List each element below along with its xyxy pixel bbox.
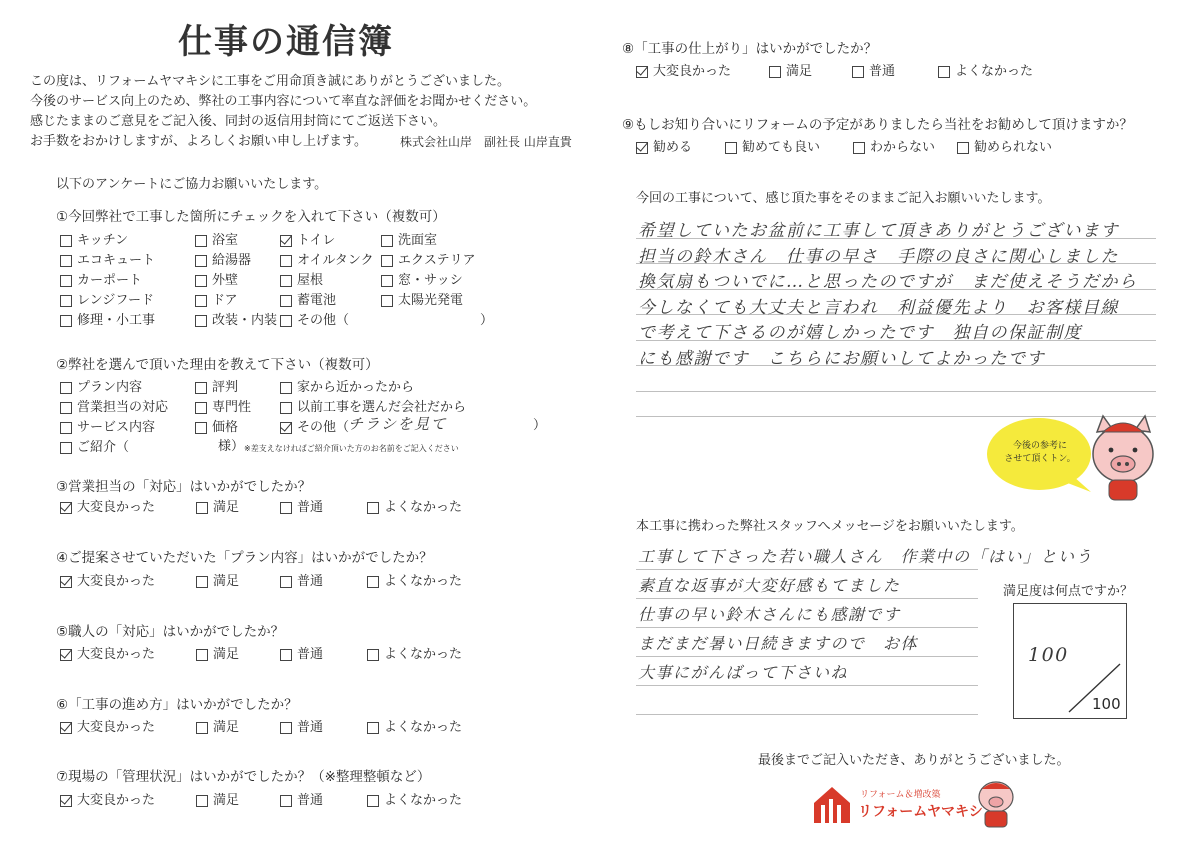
q2-option-7-checkbox[interactable]	[60, 422, 72, 434]
q5-option-3[interactable]	[280, 647, 323, 663]
staff-message-line: 素直な返事が大変好感もてました	[638, 576, 901, 595]
comment-line: 今しなくても大丈夫と言われ 利益優先より お客様目線	[638, 297, 1119, 318]
q1-option-3-label: トイレ	[297, 233, 336, 248]
q1-option-17-checkbox[interactable]	[60, 315, 72, 327]
q4-option-1[interactable]	[60, 574, 155, 590]
q2-option-5[interactable]	[195, 400, 251, 416]
intro-line-2: 今後のサービス向上のため、弊社の工事内容について率直な評価をお聞かせください。	[30, 94, 537, 109]
q2-option-10[interactable]	[60, 440, 129, 456]
company-logo-icon	[812, 785, 852, 825]
q2-option-1[interactable]	[60, 380, 142, 396]
q8-option-3-label: 普通	[869, 64, 896, 79]
q5-label: ⑤職人の「対応」はいかがでしたか？	[56, 624, 285, 640]
q5-option-3-label: 普通	[297, 647, 324, 662]
q3-label: ③営業担当の「対応」はいかがでしたか？	[56, 479, 312, 495]
q1-option-2-checkbox[interactable]	[195, 235, 207, 247]
q1-option-1[interactable]	[60, 233, 128, 249]
q1-option-19[interactable]	[280, 313, 349, 329]
q1-option-4[interactable]	[381, 233, 437, 249]
q2-option-9-label: その他（	[297, 420, 350, 435]
q2-option-2[interactable]	[195, 380, 238, 396]
q4-option-1-label: 大変良かった	[77, 574, 156, 589]
q6-option-3[interactable]	[280, 720, 323, 736]
q8-option-2-checkbox[interactable]	[769, 66, 781, 78]
q1-option-6-label: 給湯器	[212, 253, 252, 268]
q5-option-1[interactable]	[60, 647, 155, 663]
q1-option-3-checkbox[interactable]	[280, 235, 292, 247]
q8-option-2-label: 満足	[786, 64, 813, 79]
q6-option-4-checkbox[interactable]	[367, 722, 379, 734]
q7-option-2[interactable]	[196, 793, 239, 809]
closing-thanks: 最後までご記入いただき、ありがとうございました。	[758, 753, 1070, 768]
q1-option-11-checkbox[interactable]	[280, 275, 292, 287]
comment-line: で考えて下さるのが嬉しかったです 独自の保証制度	[638, 323, 1082, 343]
staff-message-line: 仕事の早い鈴木さんにも感謝です	[638, 605, 901, 624]
q1-option-14-label: ドア	[212, 293, 238, 308]
q8-option-2[interactable]	[769, 64, 812, 80]
q1-option-9-checkbox[interactable]	[60, 275, 72, 287]
satisfaction-box[interactable]	[1013, 603, 1127, 719]
q9-option-2[interactable]	[725, 140, 820, 156]
q6-option-2-checkbox[interactable]	[196, 722, 208, 734]
logo-mascot-icon	[972, 777, 1020, 829]
q7-option-1-label: 大変良かった	[77, 793, 156, 808]
q2-option-7[interactable]	[60, 420, 155, 436]
comment-rule	[636, 365, 1156, 392]
q9-label: ⑨もしお知り合いにリフォームの予定がありましたら当社をお勧めして頂けますか？	[622, 117, 1133, 133]
q8-option-1-label: 大変良かった	[653, 64, 732, 79]
q2-referral-suffix: 様）	[218, 439, 245, 454]
q2-label: ②弊社を選んで頂いた理由を教えて下さい（複数可）	[56, 357, 379, 373]
q1-option-13[interactable]	[60, 293, 154, 309]
q9-option-1-label: 勧める	[653, 140, 693, 155]
intro-line-3: 感じたままのご意見をご記入後、同封の返信用封筒にてご返送下さい。	[30, 114, 447, 129]
q1-option-5-checkbox[interactable]	[60, 255, 72, 267]
q2-option-3-label: 家から近かったから	[297, 380, 415, 395]
survey-lead: 以下のアンケートにご協力お願いいたします。	[56, 177, 328, 192]
q5-option-4-label: よくなかった	[384, 647, 463, 662]
q1-option-10[interactable]	[195, 273, 238, 289]
q6-option-3-label: 普通	[297, 720, 324, 735]
q4-option-4-label: よくなかった	[384, 574, 463, 589]
q1-option-12-checkbox[interactable]	[381, 275, 393, 287]
q6-option-3-checkbox[interactable]	[280, 722, 292, 734]
staff-message-label: 本工事に携わった弊社スタッフへメッセージをお願いいたします。	[636, 519, 1024, 534]
q3-option-1-checkbox[interactable]	[60, 502, 72, 514]
q5-option-2[interactable]	[196, 647, 239, 663]
q1-option-10-label: 外壁	[212, 273, 239, 288]
q7-option-4-label: よくなかった	[384, 793, 463, 808]
q1-label: ①今回弊社で工事した箇所にチェックを入れて下さい（複数可）	[56, 209, 446, 225]
q7-option-3-label: 普通	[297, 793, 324, 808]
q1-option-13-checkbox[interactable]	[60, 295, 72, 307]
q4-option-3[interactable]	[280, 574, 323, 590]
q4-label: ④ご提案させていただいた「プラン内容」はいかがでしたか？	[56, 550, 433, 566]
q1-option-1-label: キッチン	[77, 233, 129, 248]
pig-head-icon	[1093, 426, 1153, 482]
q2-option-5-label: 専門性	[212, 400, 252, 415]
q2-option-9-checkbox[interactable]	[280, 422, 292, 434]
q1-option-5[interactable]	[60, 253, 155, 269]
comment-line: にも感謝です こちらにお願いしてよかったです	[638, 348, 1045, 369]
q7-option-4-checkbox[interactable]	[367, 795, 379, 807]
q1-option-12-label: 窓・サッシ	[398, 273, 463, 288]
q7-option-3-checkbox[interactable]	[280, 795, 292, 807]
q6-option-1-label: 大変良かった	[77, 720, 156, 735]
q1-option-9[interactable]	[60, 273, 142, 289]
q3-option-1-label: 大変良かった	[77, 500, 156, 515]
q8-option-1[interactable]	[636, 64, 731, 80]
q2-option-2-checkbox[interactable]	[195, 382, 207, 394]
q6-option-1-checkbox[interactable]	[60, 722, 72, 734]
intro-line-4: お手数をおかけしますが、よろしくお願い申し上げます。	[30, 134, 367, 149]
q1-option-15-label: 蓄電池	[297, 293, 337, 308]
comment-line: 希望していたお盆前に工事して頂きありがとうございます	[638, 221, 1119, 241]
q2-option-7-label: サービス内容	[77, 420, 156, 435]
q8-label: ⑧「工事の仕上がり」はいかがでしたか？	[622, 41, 878, 57]
q1-option-2-label: 浴室	[212, 233, 239, 248]
q7-option-1-checkbox[interactable]	[60, 795, 72, 807]
q3-option-4-label: よくなかった	[384, 500, 463, 515]
q8-option-3[interactable]	[852, 64, 895, 80]
q1-option-3[interactable]	[280, 233, 335, 249]
q7-option-1[interactable]	[60, 793, 155, 809]
q1-option-11[interactable]	[280, 273, 323, 289]
speech-bubble-text	[999, 440, 1081, 466]
staff-message-rule	[636, 685, 978, 715]
q9-option-4-label: 勧められない	[974, 140, 1053, 155]
signature: 株式会社山岸 副社長 山岸直貴	[400, 135, 572, 149]
q2-option-3[interactable]	[280, 380, 414, 396]
q3-option-4[interactable]	[367, 500, 462, 516]
q3-option-3-label: 普通	[297, 500, 324, 515]
q3-option-3[interactable]	[280, 500, 323, 516]
q8-option-4-checkbox[interactable]	[938, 66, 950, 78]
comment-line: 換気扇もついでに…と思ったのですが まだ使えそうだから	[638, 272, 1138, 292]
q8-option-3-checkbox[interactable]	[852, 66, 864, 78]
q1-option-7-label: オイルタンク	[297, 253, 374, 268]
q1-option-8-checkbox[interactable]	[381, 255, 393, 267]
q2-option-8-label: 価格	[212, 420, 239, 435]
q1-option-12[interactable]	[381, 273, 463, 289]
logo-tagline: リフォーム＆増改築	[860, 790, 941, 800]
q3-option-3-checkbox[interactable]	[280, 502, 292, 514]
q4-option-3-label: 普通	[297, 574, 324, 589]
q6-option-4-label: よくなかった	[384, 720, 463, 735]
q9-option-3-label: わからない	[870, 140, 936, 155]
q3-option-2-checkbox[interactable]	[196, 502, 208, 514]
q1-option-17-label: 修理・小工事	[77, 313, 156, 328]
q5-option-1-checkbox[interactable]	[60, 649, 72, 661]
q1-option-4-label: 洗面室	[398, 233, 438, 248]
q2-other-text: チラシを見て	[348, 415, 448, 433]
q8-option-4[interactable]	[938, 64, 1033, 80]
q5-option-4[interactable]	[367, 647, 462, 663]
q2-option-6-checkbox[interactable]	[280, 402, 292, 414]
q8-option-4-label: よくなかった	[955, 64, 1034, 79]
bubble-line-2: させて頂くトン。	[1004, 454, 1076, 464]
q2-option-4-label: 営業担当の対応	[77, 400, 169, 415]
q2-option-10-checkbox[interactable]	[60, 442, 72, 454]
q4-option-2-label: 満足	[213, 574, 240, 589]
q9-option-3-checkbox[interactable]	[853, 142, 865, 154]
logo-name: リフォームヤマキシ	[858, 804, 983, 820]
q2-option-1-label: プラン内容	[77, 380, 143, 395]
q7-option-3[interactable]	[280, 793, 323, 809]
q5-option-2-label: 満足	[213, 647, 240, 662]
q1-option-8-label: エクステリア	[398, 253, 476, 268]
q9-option-1[interactable]	[636, 140, 692, 156]
q4-option-4[interactable]	[367, 574, 462, 590]
q9-option-1-checkbox[interactable]	[636, 142, 648, 154]
q1-option-15-checkbox[interactable]	[280, 295, 292, 307]
score-max: 100	[1092, 695, 1121, 713]
q1-option-8[interactable]	[381, 253, 476, 269]
q1-option-16-checkbox[interactable]	[381, 295, 393, 307]
q1-option-18-checkbox[interactable]	[195, 315, 207, 327]
comments-label: 今回の工事について、感じ頂た事をそのままご記入お願いいたします。	[636, 191, 1051, 206]
q1-option-10-checkbox[interactable]	[195, 275, 207, 287]
q2-option-5-checkbox[interactable]	[195, 402, 207, 414]
q2-option-4-checkbox[interactable]	[60, 402, 72, 414]
q3-option-2[interactable]	[196, 500, 239, 516]
staff-message-line: まだまだ暑い日続きますので お体	[638, 634, 919, 653]
q2-option-8-checkbox[interactable]	[195, 422, 207, 434]
q6-option-2-label: 満足	[213, 720, 240, 735]
q2-option-9[interactable]	[280, 420, 349, 436]
q2-option-2-label: 評判	[212, 380, 239, 395]
q9-option-4-checkbox[interactable]	[957, 142, 969, 154]
q1-option-11-label: 屋根	[297, 273, 324, 288]
satisfaction-label: 満足度は何点ですか？	[1003, 584, 1134, 599]
q1-close-paren: ）	[480, 313, 494, 328]
q1-option-19-checkbox[interactable]	[280, 315, 292, 327]
q4-option-1-checkbox[interactable]	[60, 576, 72, 588]
q2-referral-note: ※差支えなければご紹介頂いた方のお名前をご記入ください	[244, 444, 459, 453]
intro-line-1: この度は、リフォームヤマキシに工事をご用命頂き誠にありがとうございました。	[30, 74, 510, 89]
q1-option-16-label: 太陽光発電	[398, 293, 464, 308]
q9-option-2-checkbox[interactable]	[725, 142, 737, 154]
q1-option-6-checkbox[interactable]	[195, 255, 207, 267]
page-title: 仕事の通信簿	[178, 22, 394, 62]
q5-option-2-checkbox[interactable]	[196, 649, 208, 661]
q1-option-1-checkbox[interactable]	[60, 235, 72, 247]
q8-option-1-checkbox[interactable]	[636, 66, 648, 78]
q1-option-17[interactable]	[60, 313, 155, 329]
q7-option-4[interactable]	[367, 793, 462, 809]
staff-message-line: 大事にがんばって下さいね	[638, 663, 849, 682]
q1-option-13-label: レンジフード	[77, 293, 154, 308]
q9-option-3[interactable]	[853, 140, 935, 156]
q6-option-4[interactable]	[367, 720, 462, 736]
q1-option-19-label: その他（	[297, 313, 350, 328]
q1-option-5-label: エコキュート	[77, 253, 156, 268]
q9-option-4[interactable]	[957, 140, 1052, 156]
q2-option-1-checkbox[interactable]	[60, 382, 72, 394]
score-value: 100	[1028, 644, 1069, 666]
q9-option-2-label: 勧めても良い	[742, 140, 821, 155]
q1-option-7-checkbox[interactable]	[280, 255, 292, 267]
q2-option-6-label: 以前工事を選んだ会社だから	[297, 400, 467, 415]
q7-option-2-checkbox[interactable]	[196, 795, 208, 807]
q4-option-2[interactable]	[196, 574, 239, 590]
q5-option-1-label: 大変良かった	[77, 647, 156, 662]
q1-option-14[interactable]	[195, 293, 238, 309]
q7-label: ⑦現場の「管理状況」はいかがでしたか？（※整理整頓など）	[56, 769, 431, 785]
q3-option-1[interactable]	[60, 500, 155, 516]
q6-label: ⑥「工事の進め方」はいかがでしたか？	[56, 697, 298, 713]
staff-message-line: 工事して下さった若い職人さん 作業中の「はい」という	[638, 547, 1094, 566]
q5-option-4-checkbox[interactable]	[367, 649, 379, 661]
q1-option-18-label: 改装・内装	[212, 313, 278, 328]
q2-close-paren: ）	[533, 418, 547, 433]
q3-option-2-label: 満足	[213, 500, 240, 515]
q6-option-2[interactable]	[196, 720, 239, 736]
q3-option-4-checkbox[interactable]	[367, 502, 379, 514]
q1-option-16[interactable]	[381, 293, 463, 309]
bubble-line-1: 今後の参考に	[1012, 441, 1067, 451]
q1-option-15[interactable]	[280, 293, 336, 309]
q2-option-8[interactable]	[195, 420, 238, 436]
q1-option-7[interactable]	[280, 253, 374, 269]
q5-option-3-checkbox[interactable]	[280, 649, 292, 661]
comment-line: 担当の鈴木さん 仕事の早さ 手際の良さに関心しました	[638, 246, 1119, 267]
q1-option-2[interactable]	[195, 233, 238, 249]
q4-option-2-checkbox[interactable]	[196, 576, 208, 588]
q1-option-6[interactable]	[195, 253, 251, 269]
q6-option-1[interactable]	[60, 720, 155, 736]
q4-option-3-checkbox[interactable]	[280, 576, 292, 588]
q1-option-18[interactable]	[195, 313, 277, 329]
q1-option-4-checkbox[interactable]	[381, 235, 393, 247]
q2-option-10-label: ご紹介（	[77, 440, 130, 455]
q2-option-4[interactable]	[60, 400, 168, 416]
q2-option-3-checkbox[interactable]	[280, 382, 292, 394]
q1-option-9-label: カーポート	[77, 273, 143, 288]
q1-option-14-checkbox[interactable]	[195, 295, 207, 307]
q7-option-2-label: 満足	[213, 793, 240, 808]
q4-option-4-checkbox[interactable]	[367, 576, 379, 588]
